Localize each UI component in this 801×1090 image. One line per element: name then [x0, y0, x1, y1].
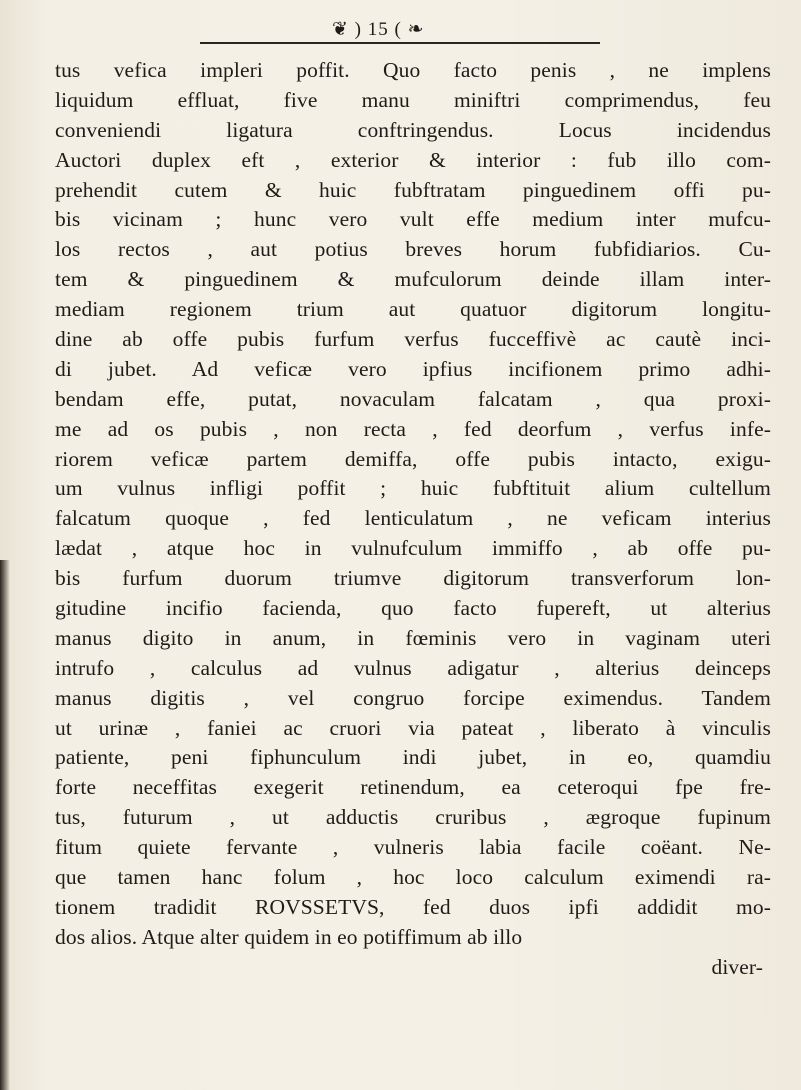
text-line: tionem tradidit ROVSSETVS, fed duos ipfi addidit mo-	[55, 894, 771, 919]
text-line: manus digitis , vel congruo forcipe eximendus. Tandem	[55, 685, 771, 710]
header-rule	[200, 42, 600, 44]
text-line: liquidum effluat, five manu miniftri comprimendus, feu	[55, 87, 771, 112]
body-text	[55, 56, 771, 983]
text-line: ut urinæ , faniei ac cruori via pateat , liberato à vinculis	[55, 715, 771, 740]
text-line: tem & pinguedinem & mufculorum deinde illam inter-	[55, 267, 771, 292]
text-line: um vulnus infligi poffit ; huic fubftituit alium cultellum	[55, 476, 771, 501]
text-line: fitum quiete fervante , vulneris labia facile coëant. Ne-	[55, 835, 771, 860]
text-line: me ad os pubis , non recta , fed deorfum , verfus infe-	[55, 416, 771, 441]
page-number: 15	[367, 19, 389, 40]
text-line: manus digito in anum, in fœminis vero in vaginam uteri	[55, 625, 771, 650]
text-line: tus vefica impleri poffit. Quo facto penis , ne implens	[55, 58, 771, 82]
text-line: patiente, peni fiphunculum indi jubet, in eo, quamdiu	[55, 745, 771, 770]
ornament-right: ( ❧	[394, 19, 425, 40]
text-line: dos alios. Atque alter quidem in eo potiffimum ab illo	[55, 924, 523, 949]
text-line: bis furfum duorum triumve digitorum transverforum lon-	[55, 566, 771, 591]
text-line: forte neceffitas exegerit retinendum, ea ceteroqui fpe fre-	[55, 775, 771, 800]
text-line: Auctori duplex eft , exterior & interior : fub illo com-	[55, 147, 771, 172]
text-line: falcatum quoque , fed lenticulatum , ne veficam interius	[55, 506, 771, 531]
catchword: diver-	[711, 954, 763, 979]
text-line: dine ab offe pubis furfum verfus fucceffivè ac cautè inci-	[55, 327, 771, 352]
text-line: los rectos , aut potius breves horum fubfidiarios. Cu-	[55, 237, 771, 262]
text-line: gitudine incifio facienda, quo facto fupereft, ut alterius	[55, 596, 771, 621]
text-line: prehendit cutem & huic fubftratam pinguedinem offi pu-	[55, 177, 771, 202]
text-line: conveniendi ligatura conftringendus. Locus incidendus	[55, 117, 771, 142]
text-line: bendam effe, putat, novaculam falcatam , qua proxi-	[55, 386, 771, 411]
text-line: lædat , atque hoc in vulnufculum immiffo , ab offe pu-	[55, 536, 771, 561]
text-line: di jubet. Ad veficæ vero ipfius incifionem primo adhi-	[55, 356, 771, 381]
text-line: tus, futurum , ut adductis cruribus , ægroque fupinum	[55, 805, 771, 830]
text-line: que tamen hanc folum , hoc loco calculum eximendi ra-	[55, 865, 771, 890]
ornament-left: ❦ )	[332, 19, 362, 40]
text-line: riorem veficæ partem demiffa, offe pubis intacto, exigu-	[55, 446, 771, 471]
text-line: intrufo , calculus ad vulnus adigatur , alterius deinceps	[55, 655, 771, 680]
text-line: bis vicinam ; hunc vero vult effe medium inter mufcu-	[55, 207, 771, 232]
binding-shadow	[0, 560, 10, 1090]
page-number-line	[332, 18, 425, 41]
running-head	[0, 6, 801, 46]
text-line: mediam regionem trium aut quatuor digitorum longitu-	[55, 297, 771, 322]
